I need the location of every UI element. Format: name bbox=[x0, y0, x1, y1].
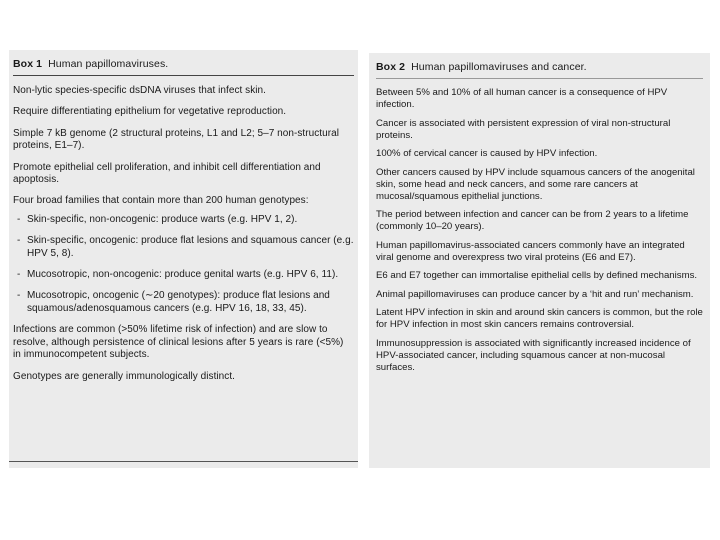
box-1-item: Genotypes are generally immunologically distinct. bbox=[13, 370, 236, 382]
box-2-item: The period between infection and cancer can be from 2 years to a lifetime (commonly 10–20 years). bbox=[376, 209, 689, 232]
box-1-item: Require differentiating epithelium for vegetative reproduction. bbox=[13, 106, 287, 118]
box-2-item: Animal papillomaviruses can produce cancer by a ‘hit and run’ mechanism. bbox=[376, 288, 694, 300]
dash-bullet: - bbox=[17, 235, 21, 247]
box-1-subitem-text: Mucosotropic, oncogenic (∼20 genotypes): produce flat lesions and squamous/adenosquamous cancers (e.g. HPV 16, 18, 33, 45). bbox=[27, 290, 330, 314]
box-2-title-text: Human papillomaviruses and cancer. bbox=[411, 61, 587, 73]
box-1-list-after bbox=[13, 324, 354, 383]
box-1-panel bbox=[9, 50, 358, 468]
box-1-title bbox=[13, 58, 354, 76]
box-1-sublist bbox=[13, 214, 354, 315]
box-1-item: Simple 7 kB genome (2 structural proteins, L1 and L2; 5–7 non-structural proteins, E1–7). bbox=[13, 127, 339, 152]
box-1-label: Box 1 bbox=[13, 58, 43, 70]
box-2-item: Between 5% and 10% of all human cancer is a consequence of HPV infection. bbox=[376, 87, 668, 110]
box-2-item: Latent HPV infection in skin and around skin cancers is common, but the role for HPV infection in most skin cancers remains controversial. bbox=[376, 307, 703, 330]
box-1-subitem bbox=[13, 269, 354, 281]
box-1-subitem bbox=[13, 235, 354, 260]
box-1-subitem bbox=[13, 290, 354, 315]
box-1-item: Promote epithelial cell proliferation, and inhibit cell differentiation and apoptosis. bbox=[13, 161, 321, 186]
box-2-label: Box 2 bbox=[376, 61, 406, 73]
box-2-item: Cancer is associated with persistent expression of viral non-structural proteins. bbox=[376, 117, 671, 141]
box-1-item: Four broad families that contain more than 200 human genotypes: bbox=[13, 195, 309, 207]
dash-bullet: - bbox=[17, 290, 21, 302]
dash-bullet: - bbox=[17, 213, 21, 225]
box-1-list bbox=[13, 85, 354, 208]
box-1-subitem-text: Skin-specific, oncogenic: produce flat lesions and squamous cancer (e.g. HPV 5, 8). bbox=[27, 235, 354, 259]
box-1-item: Non-lytic species-specific dsDNA viruses that infect skin. bbox=[13, 85, 266, 96]
box-2-list bbox=[376, 87, 703, 374]
box-2-title bbox=[376, 61, 703, 79]
box-2-panel bbox=[369, 53, 710, 468]
box-1-item: Infections are common (>50% lifetime risk of infection) and are slow to resolve, although persistence of clinical lesions after 5 years is rare (<5%) in immunocompetent subjects. bbox=[13, 324, 344, 361]
dash-bullet: - bbox=[17, 269, 21, 281]
box-2-item: E6 and E7 together can immortalise epithelial cells by defined mechanisms. bbox=[376, 270, 698, 281]
box-1-title-text: Human papillomaviruses. bbox=[48, 58, 169, 70]
box-2-item: Human papillomavirus-associated cancers commonly have an integrated viral genome and overexpress two viral proteins (E6 and E7). bbox=[376, 239, 685, 263]
box-1-subitem bbox=[13, 214, 354, 226]
box-1-subitem-text: Mucosotropic, non-oncogenic: produce genital warts (e.g. HPV 6, 11). bbox=[27, 269, 339, 281]
box-2-item: Other cancers caused by HPV include squamous cancers of the anogenital skin, some head and neck cancers, and some rare cancers at mucosal/squamous epithelial junctions. bbox=[376, 166, 695, 202]
box-1-subitem-text: Skin-specific, non-oncogenic: produce warts (e.g. HPV 1, 2). bbox=[27, 213, 298, 225]
box-2-item: 100% of cervical cancer is caused by HPV infection. bbox=[376, 148, 598, 159]
box-2-item: Immunosuppression is associated with significantly increased incidence of HPV-associated cancer, including squamous cancer at non-mucosal surfaces. bbox=[376, 337, 691, 373]
box-1-bottom-rule bbox=[9, 461, 358, 462]
